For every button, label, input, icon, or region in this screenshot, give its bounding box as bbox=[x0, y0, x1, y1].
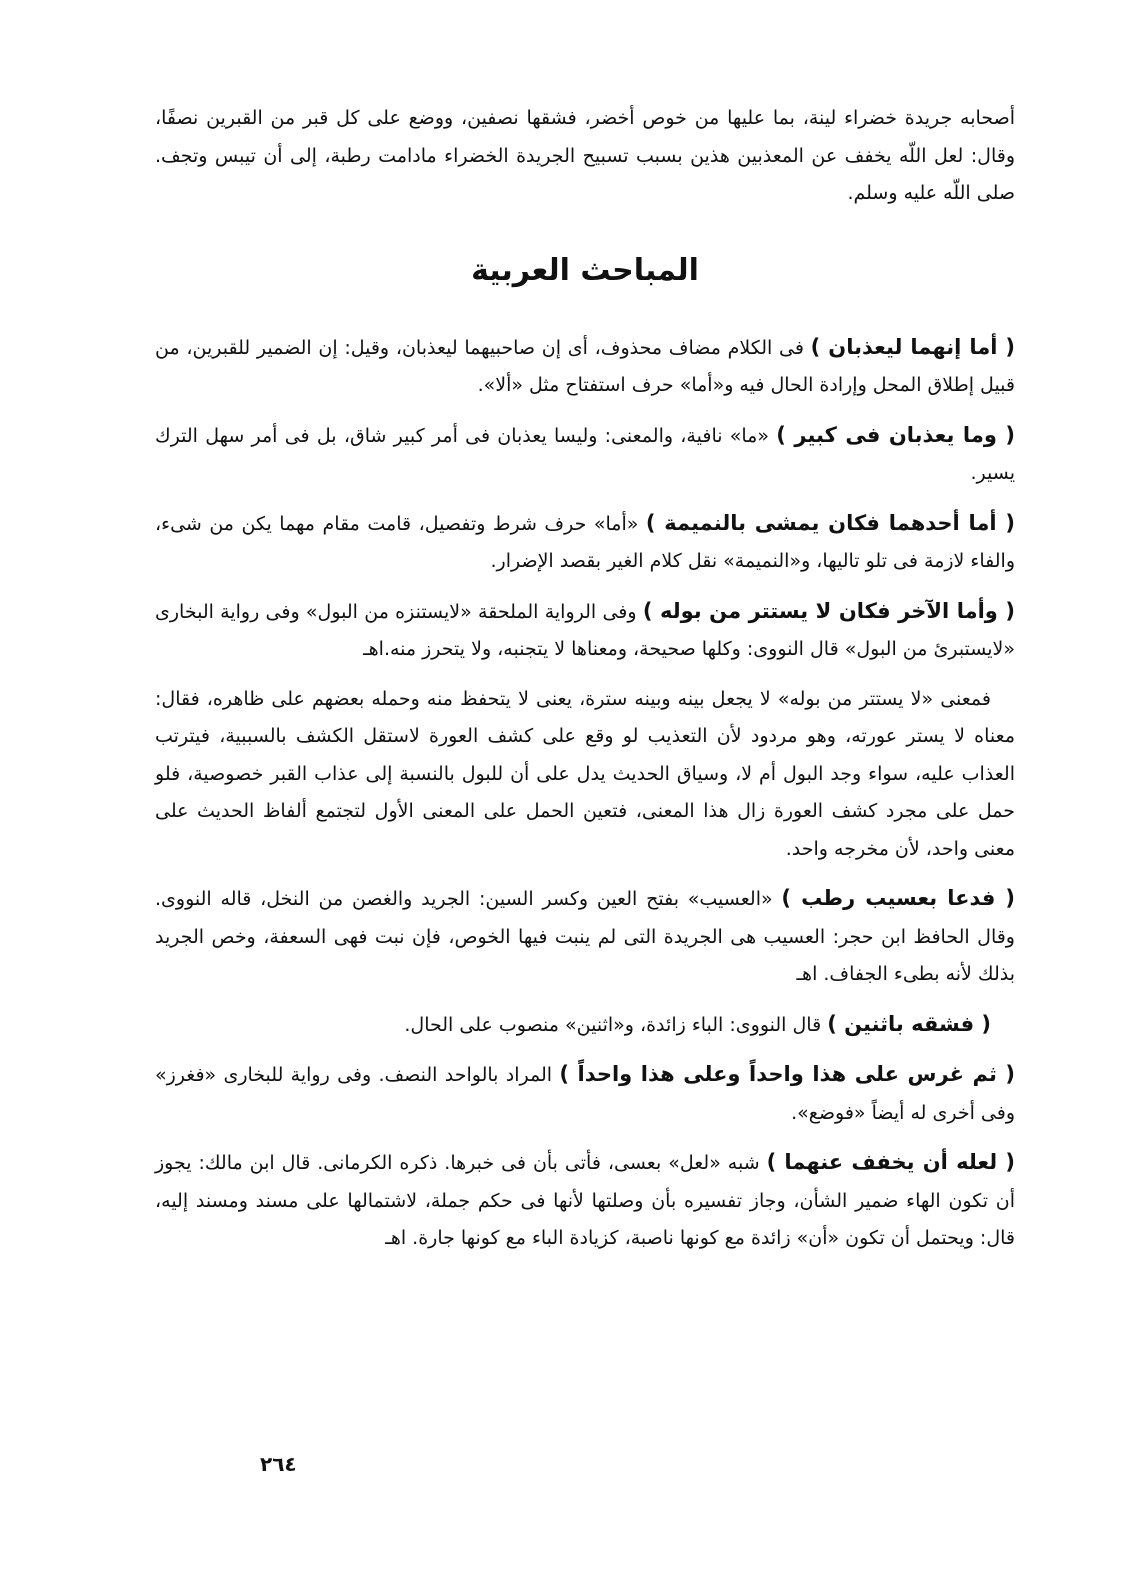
lemma: ( أما أحدهما فكان يمشى بالنميمة ) bbox=[645, 510, 1015, 535]
lemma: ( أما إنهما ليعذبان ) bbox=[810, 334, 1015, 359]
explanation: «العسيب» بفتح العين وكسر السين: الجريد والغصن من النخل، قاله النووى. وقال الحافظ ابن حجر: العسيب هى الجريدة التى لم ينبت فيها الخوص، فإن نبت فهى السعفة، وخص الجريد بذلك لأنه بطىء الجفاف. اهـ bbox=[155, 888, 1015, 985]
section-paragraph-2 bbox=[155, 417, 1015, 493]
section-paragraph-8 bbox=[155, 1056, 1015, 1132]
explanation: «أما» حرف شرط وتفصيل، قامت مقام مهما يكن من شىء، والفاء لازمة فى تلو تاليها، و«النميمة» نقل كلام الغير بقصد الإضرار. bbox=[155, 512, 1015, 572]
explanation: شبه «لعل» بعسى، فأتى بأن فى خبرها. ذكره الكرمانى. قال ابن مالك: يجوز أن تكون الهاء ضمير الشأن، وجاز تفسيره بأن وصلتها لأنها فى حكم جملة، لاشتمالها على مسند ومسند إليه، قال: ويحتمل أن تكون «أن» زائدة مع كونها ناصبة، كزيادة الباء مع كونها جارة. اهـ bbox=[155, 1152, 1015, 1249]
explanation: قال النووى: الباء زائدة، و«اثنين» منصوب على الحال. bbox=[404, 1013, 828, 1036]
section-paragraph-3 bbox=[155, 505, 1015, 581]
explanation: «ما» نافية، والمعنى: وليسا يعذبان فى أمر كبير شاق، بل فى أمر سهل الترك يسير. bbox=[155, 424, 1015, 484]
lemma: ( وما يعذبان فى كبير ) bbox=[776, 422, 1015, 447]
lemma: ( ثم غرس على هذا واحداً وعلى هذا واحداً ) bbox=[559, 1062, 1016, 1086]
lemma: ( فدعا بعسيب رطب ) bbox=[781, 886, 1016, 910]
section-paragraph-7 bbox=[155, 1006, 1015, 1045]
section-paragraph-6 bbox=[155, 880, 1015, 994]
explanation: فمعنى «لا يستتر من بوله» لا يجعل بينه وبينه سترة، يعنى لا يتحفظ منه وحمله بعضهم على ظاهره، فقال: معناه لا يستر عورته، وهو مردود لأن التعذيب لو وقع على كشف العورة لاستقل الكشف بالسببية، فيترتب العذاب عليه، سواء وجد البول أم لا، وسياق الحديث يدل على أن للبول بالنسبة إلى عذاب القبر خصوصية، فلو حمل على مجرد كشف العورة زال هذا المعنى، فتعين الحمل على المعنى الأول لتجتمع ألفاظ الحديث على معنى واحد، لأن مخرجه واحد. bbox=[155, 687, 1015, 860]
lemma: ( لعله أن يخفف عنهما ) bbox=[766, 1150, 1015, 1174]
section-paragraph-9 bbox=[155, 1144, 1015, 1258]
lemma: ( وأما الآخر فكان لا يستتر من بوله ) bbox=[642, 598, 1015, 623]
section-paragraph-5 bbox=[155, 681, 1015, 869]
explanation: فى الكلام مضاف محذوف، أى إن صاحبيهما ليعذبان، وقيل: إن الضمير للقبرين، من قبيل إطلاق المحل وإرادة الحال فيه و«أما» حرف استفتاح مثل «ألا». bbox=[155, 336, 1015, 396]
lemma: ( فشقه باثنين ) bbox=[827, 1011, 991, 1036]
section-title: المباحث العربية bbox=[471, 252, 699, 288]
section-paragraph-1 bbox=[155, 329, 1015, 405]
explanation: المراد بالواحد النصف. وفى رواية للبخارى «فغرز» وفى أخرى له أيضاً «فوضع». bbox=[155, 1064, 1015, 1124]
intro-paragraph: أصحابه جريدة خضراء لينة، بما عليها من خوص أخضر، فشقها نصفين، ووضع على كل قبر من القبرين نصفًا، وقال: لعل اللّه يخفف عن المعذبين هذين بسبب تسبيح الجريدة الخضراء مادامت رطبة، إلى أن تيبس وتجف. صلى اللّه عليه وسلم. bbox=[155, 107, 1015, 204]
section-paragraph-4 bbox=[155, 593, 1015, 669]
page-number: ٢٦٤ bbox=[260, 1452, 297, 1476]
page-content bbox=[155, 100, 1015, 1270]
explanation: وفى الرواية الملحقة «لايستنزه من البول» وفى رواية البخارى «لايستبرئ من البول» قال النووى: وكلها صحيحة، ومعناها لا يتجنبه، ولا يتحرز منه.اهـ bbox=[155, 600, 1015, 660]
